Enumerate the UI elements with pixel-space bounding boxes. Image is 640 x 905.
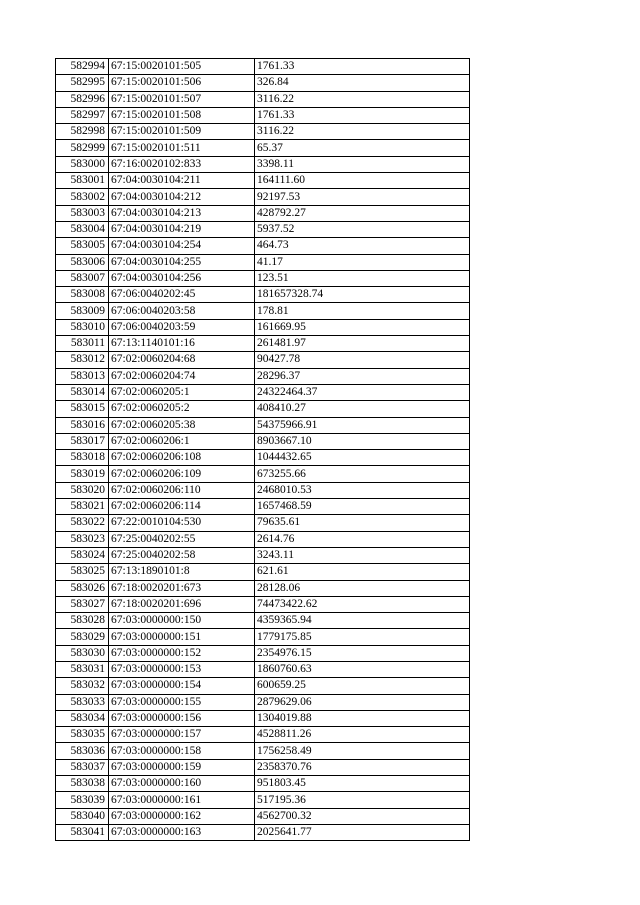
cadastral-code-cell: 67:02:0060206:110 [109,482,255,498]
cadastral-code-cell: 67:04:0030104:256 [109,270,255,286]
table-row [56,270,470,286]
table-row [56,124,470,140]
row-id-cell: 583041 [56,824,109,840]
cadastral-code-cell: 67:02:0060205:1 [109,384,255,400]
cadastral-code-cell: 67:03:0000000:160 [109,776,255,792]
table-row [56,613,470,629]
row-id-cell: 583036 [56,743,109,759]
table-row [56,710,470,726]
table-row [56,661,470,677]
table-row [56,629,470,645]
row-id-cell: 583028 [56,613,109,629]
table-row [56,189,470,205]
table-row [56,287,470,303]
table-row [56,466,470,482]
row-id-cell: 583030 [56,645,109,661]
row-id-cell: 583029 [56,629,109,645]
amount-cell: 600659.25 [255,678,470,694]
table-row [56,254,470,270]
table-row [56,173,470,189]
table-row [56,580,470,596]
table-row [56,384,470,400]
table-row [56,499,470,515]
row-id-cell: 583020 [56,482,109,498]
table-body [56,59,470,841]
table-row [56,75,470,91]
row-id-cell: 583013 [56,368,109,384]
table-row [56,156,470,172]
row-id-cell: 582999 [56,140,109,156]
table-row [56,303,470,319]
table-row [56,433,470,449]
row-id-cell: 583007 [56,270,109,286]
table-row [56,221,470,237]
amount-cell: 3243.11 [255,547,470,563]
row-id-cell: 582998 [56,124,109,140]
cadastral-code-cell: 67:02:0060206:114 [109,499,255,515]
table-row [56,596,470,612]
table-row [56,694,470,710]
cadastral-code-cell: 67:02:0060204:68 [109,352,255,368]
cadastral-code-cell: 67:13:1890101:8 [109,564,255,580]
row-id-cell: 583010 [56,319,109,335]
amount-cell: 1304019.88 [255,710,470,726]
row-id-cell: 582997 [56,107,109,123]
amount-cell: 326.84 [255,75,470,91]
amount-cell: 65.37 [255,140,470,156]
amount-cell: 1044432.65 [255,450,470,466]
amount-cell: 3398.11 [255,156,470,172]
row-id-cell: 583035 [56,727,109,743]
table-row [56,531,470,547]
row-id-cell: 583033 [56,694,109,710]
amount-cell: 161669.95 [255,319,470,335]
amount-cell: 74473422.62 [255,596,470,612]
row-id-cell: 583006 [56,254,109,270]
amount-cell: 181657328.74 [255,287,470,303]
table-row [56,482,470,498]
table-row [56,645,470,661]
row-id-cell: 583021 [56,499,109,515]
table-row [56,107,470,123]
cadastral-code-cell: 67:15:0020101:509 [109,124,255,140]
cadastral-code-cell: 67:04:0030104:211 [109,173,255,189]
amount-cell: 1657468.59 [255,499,470,515]
amount-cell: 92197.53 [255,189,470,205]
amount-cell: 2879629.06 [255,694,470,710]
cadastral-code-cell: 67:15:0020101:506 [109,75,255,91]
amount-cell: 28296.37 [255,368,470,384]
table-row [56,417,470,433]
amount-cell: 41.17 [255,254,470,270]
table-row [56,547,470,563]
table-row [56,776,470,792]
cadastral-code-cell: 67:04:0030104:219 [109,221,255,237]
cadastral-code-cell: 67:02:0060205:2 [109,401,255,417]
data-table [55,58,470,841]
cadastral-code-cell: 67:03:0000000:163 [109,824,255,840]
row-id-cell: 583018 [56,450,109,466]
amount-cell: 90427.78 [255,352,470,368]
row-id-cell: 583008 [56,287,109,303]
cadastral-code-cell: 67:06:0040202:45 [109,287,255,303]
amount-cell: 178.81 [255,303,470,319]
table-row [56,678,470,694]
row-id-cell: 583012 [56,352,109,368]
cadastral-code-cell: 67:06:0040203:59 [109,319,255,335]
row-id-cell: 583032 [56,678,109,694]
table-row [56,824,470,840]
table-row [56,564,470,580]
amount-cell: 951803.45 [255,776,470,792]
amount-cell: 1761.33 [255,107,470,123]
cadastral-code-cell: 67:03:0000000:158 [109,743,255,759]
amount-cell: 2614.76 [255,531,470,547]
amount-cell: 1756258.49 [255,743,470,759]
cadastral-code-cell: 67:03:0000000:154 [109,678,255,694]
row-id-cell: 583034 [56,710,109,726]
cadastral-code-cell: 67:03:0000000:161 [109,792,255,808]
row-id-cell: 583015 [56,401,109,417]
cadastral-code-cell: 67:03:0000000:155 [109,694,255,710]
amount-cell: 464.73 [255,238,470,254]
row-id-cell: 583031 [56,661,109,677]
row-id-cell: 583000 [56,156,109,172]
amount-cell: 4359365.94 [255,613,470,629]
row-id-cell: 583026 [56,580,109,596]
amount-cell: 123.51 [255,270,470,286]
row-id-cell: 583005 [56,238,109,254]
amount-cell: 5937.52 [255,221,470,237]
amount-cell: 428792.27 [255,205,470,221]
cadastral-code-cell: 67:15:0020101:508 [109,107,255,123]
amount-cell: 28128.06 [255,580,470,596]
amount-cell: 261481.97 [255,336,470,352]
cadastral-code-cell: 67:03:0000000:150 [109,613,255,629]
cadastral-code-cell: 67:03:0000000:156 [109,710,255,726]
cadastral-code-cell: 67:06:0040203:58 [109,303,255,319]
row-id-cell: 583014 [56,384,109,400]
cadastral-code-cell: 67:03:0000000:152 [109,645,255,661]
row-id-cell: 583011 [56,336,109,352]
table-row [56,759,470,775]
cadastral-code-cell: 67:15:0020101:505 [109,59,255,75]
table-row [56,238,470,254]
amount-cell: 4528811.26 [255,727,470,743]
row-id-cell: 582995 [56,75,109,91]
table-row [56,336,470,352]
cadastral-code-cell: 67:02:0060206:1 [109,433,255,449]
cadastral-code-cell: 67:04:0030104:254 [109,238,255,254]
amount-cell: 1860760.63 [255,661,470,677]
amount-cell: 3116.22 [255,124,470,140]
cadastral-code-cell: 67:15:0020101:511 [109,140,255,156]
cadastral-code-cell: 67:15:0020101:507 [109,91,255,107]
amount-cell: 8903667.10 [255,433,470,449]
table-row [56,401,470,417]
cadastral-code-cell: 67:25:0040202:58 [109,547,255,563]
amount-cell: 621.61 [255,564,470,580]
amount-cell: 517195.36 [255,792,470,808]
row-id-cell: 583003 [56,205,109,221]
cadastral-code-cell: 67:03:0000000:153 [109,661,255,677]
table-row [56,515,470,531]
cadastral-code-cell: 67:02:0060206:108 [109,450,255,466]
amount-cell: 54375966.91 [255,417,470,433]
amount-cell: 1779175.85 [255,629,470,645]
table-row [56,319,470,335]
row-id-cell: 583039 [56,792,109,808]
row-id-cell: 583016 [56,417,109,433]
table-row [56,368,470,384]
table-row [56,450,470,466]
cadastral-code-cell: 67:03:0000000:162 [109,808,255,824]
cadastral-code-cell: 67:02:0060205:38 [109,417,255,433]
row-id-cell: 583040 [56,808,109,824]
row-id-cell: 583001 [56,173,109,189]
cadastral-code-cell: 67:03:0000000:151 [109,629,255,645]
table-row [56,792,470,808]
row-id-cell: 582994 [56,59,109,75]
table-row [56,91,470,107]
cadastral-code-cell: 67:22:0010104:530 [109,515,255,531]
cadastral-code-cell: 67:25:0040202:55 [109,531,255,547]
amount-cell: 79635.61 [255,515,470,531]
table-row [56,352,470,368]
amount-cell: 2358370.76 [255,759,470,775]
row-id-cell: 583023 [56,531,109,547]
amount-cell: 4562700.32 [255,808,470,824]
amount-cell: 1761.33 [255,59,470,75]
row-id-cell: 583027 [56,596,109,612]
row-id-cell: 583025 [56,564,109,580]
cadastral-code-cell: 67:03:0000000:157 [109,727,255,743]
row-id-cell: 582996 [56,91,109,107]
cadastral-code-cell: 67:02:0060204:74 [109,368,255,384]
cadastral-code-cell: 67:13:1140101:16 [109,336,255,352]
amount-cell: 408410.27 [255,401,470,417]
row-id-cell: 583017 [56,433,109,449]
cadastral-code-cell: 67:04:0030104:213 [109,205,255,221]
row-id-cell: 583038 [56,776,109,792]
cadastral-code-cell: 67:02:0060206:109 [109,466,255,482]
amount-cell: 2025641.77 [255,824,470,840]
amount-cell: 164111.60 [255,173,470,189]
row-id-cell: 583002 [56,189,109,205]
table-row [56,140,470,156]
row-id-cell: 583019 [56,466,109,482]
table-row [56,808,470,824]
row-id-cell: 583024 [56,547,109,563]
cadastral-code-cell: 67:03:0000000:159 [109,759,255,775]
amount-cell: 673255.66 [255,466,470,482]
row-id-cell: 583022 [56,515,109,531]
amount-cell: 2468010.53 [255,482,470,498]
cadastral-code-cell: 67:16:0020102:833 [109,156,255,172]
amount-cell: 3116.22 [255,91,470,107]
cadastral-code-cell: 67:18:0020201:696 [109,596,255,612]
amount-cell: 2354976.15 [255,645,470,661]
table-row [56,59,470,75]
cadastral-code-cell: 67:04:0030104:212 [109,189,255,205]
cadastral-code-cell: 67:04:0030104:255 [109,254,255,270]
amount-cell: 24322464.37 [255,384,470,400]
cadastral-code-cell: 67:18:0020201:673 [109,580,255,596]
row-id-cell: 583037 [56,759,109,775]
row-id-cell: 583004 [56,221,109,237]
row-id-cell: 583009 [56,303,109,319]
table-row [56,743,470,759]
table-row [56,205,470,221]
table-row [56,727,470,743]
